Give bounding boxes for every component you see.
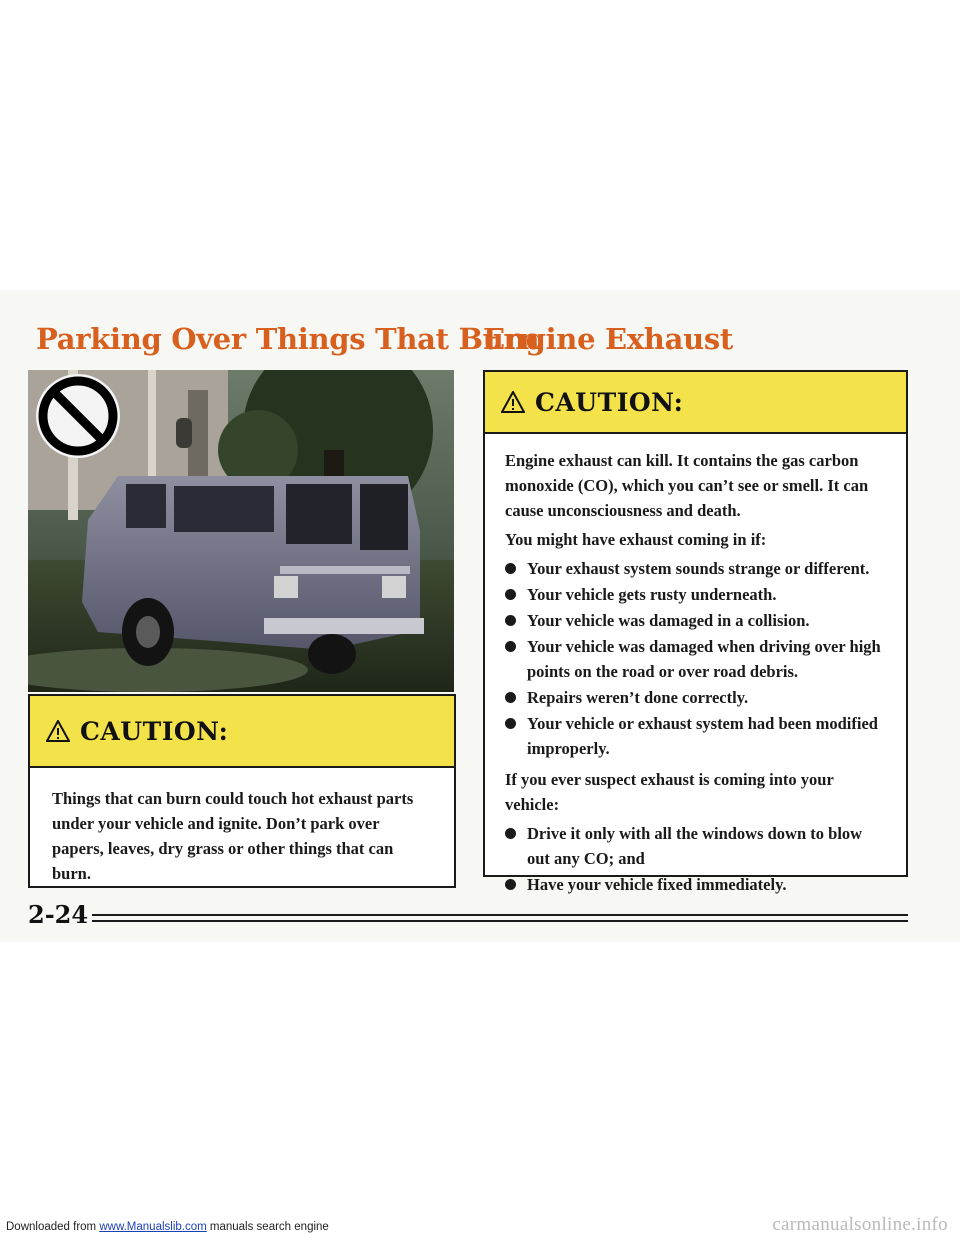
bullet-text: Your vehicle gets rusty underneath. bbox=[527, 585, 777, 604]
page-footer bbox=[28, 900, 908, 933]
download-banner bbox=[6, 1221, 329, 1233]
section-heading-engine-exhaust: Engine Exhaust bbox=[483, 322, 733, 356]
bullet-item bbox=[505, 821, 882, 871]
bullet-text: Have your vehicle fixed immediately. bbox=[527, 875, 787, 894]
bullet-dot-icon bbox=[505, 589, 516, 600]
bullet-text: Your vehicle was damaged when driving over high points on the road or over road debris. bbox=[527, 637, 881, 681]
caution-title: CAUTION: bbox=[535, 387, 684, 417]
bullet-dot-icon bbox=[505, 828, 516, 839]
bullet-dot-icon bbox=[505, 879, 516, 890]
caution-band bbox=[485, 372, 906, 434]
bullet-text: Drive it only with all the windows down to blow out any CO; and bbox=[527, 824, 863, 868]
bullet-item bbox=[505, 556, 882, 581]
caution-intro: Engine exhaust can kill. It contains the gas carbon monoxide (CO), which you can’t see or smell. It can cause unconsciousness and death. bbox=[505, 451, 869, 520]
caution-band bbox=[30, 696, 454, 768]
caution-box-engine-exhaust bbox=[483, 370, 908, 894]
manualslib-link[interactable]: www.Manualslib.com bbox=[99, 1221, 207, 1233]
caution-text: Things that can burn could touch hot exhaust parts under your vehicle and ignite. Don’t park over papers, leaves, dry grass or other things that can burn. bbox=[52, 789, 414, 883]
exhaust-actions-list bbox=[505, 821, 882, 897]
bullet-item bbox=[505, 685, 882, 710]
bullet-text: Your vehicle or exhaust system had been modified improperly. bbox=[527, 714, 878, 758]
bullet-item bbox=[505, 634, 882, 684]
bullet-item bbox=[505, 582, 882, 607]
bullet-dot-icon bbox=[505, 641, 516, 652]
warning-triangle-icon bbox=[501, 391, 525, 413]
footer-rule bbox=[92, 914, 908, 916]
bullet-item bbox=[505, 872, 882, 897]
warning-triangle-icon bbox=[46, 720, 70, 742]
bullet-dot-icon bbox=[505, 615, 516, 626]
page-number: 2-24 bbox=[28, 900, 89, 929]
caution-title: CAUTION: bbox=[80, 716, 229, 746]
bullet-text: Your exhaust system sounds strange or different. bbox=[527, 559, 870, 578]
watermark: carmanualsonline.info bbox=[772, 1214, 948, 1235]
section-heading-parking: Parking Over Things That Burn bbox=[36, 322, 540, 356]
bullet-dot-icon bbox=[505, 692, 516, 703]
banner-prefix: Downloaded from bbox=[6, 1221, 100, 1233]
list-lead: If you ever suspect exhaust is coming into your vehicle: bbox=[505, 770, 834, 814]
bullet-item bbox=[505, 711, 882, 761]
footer-rule bbox=[92, 920, 908, 922]
bullet-text: Your vehicle was damaged in a collision. bbox=[527, 611, 810, 630]
bullet-dot-icon bbox=[505, 563, 516, 574]
bullet-item bbox=[505, 608, 882, 633]
bullet-text: Repairs weren’t done correctly. bbox=[527, 688, 749, 707]
bullet-dot-icon bbox=[505, 718, 516, 729]
list-lead: You might have exhaust coming in if: bbox=[505, 530, 767, 549]
van-parking-photo bbox=[28, 370, 454, 692]
banner-suffix: manuals search engine bbox=[206, 1221, 329, 1233]
caution-box-parking bbox=[28, 694, 456, 888]
exhaust-signs-list bbox=[505, 556, 882, 761]
